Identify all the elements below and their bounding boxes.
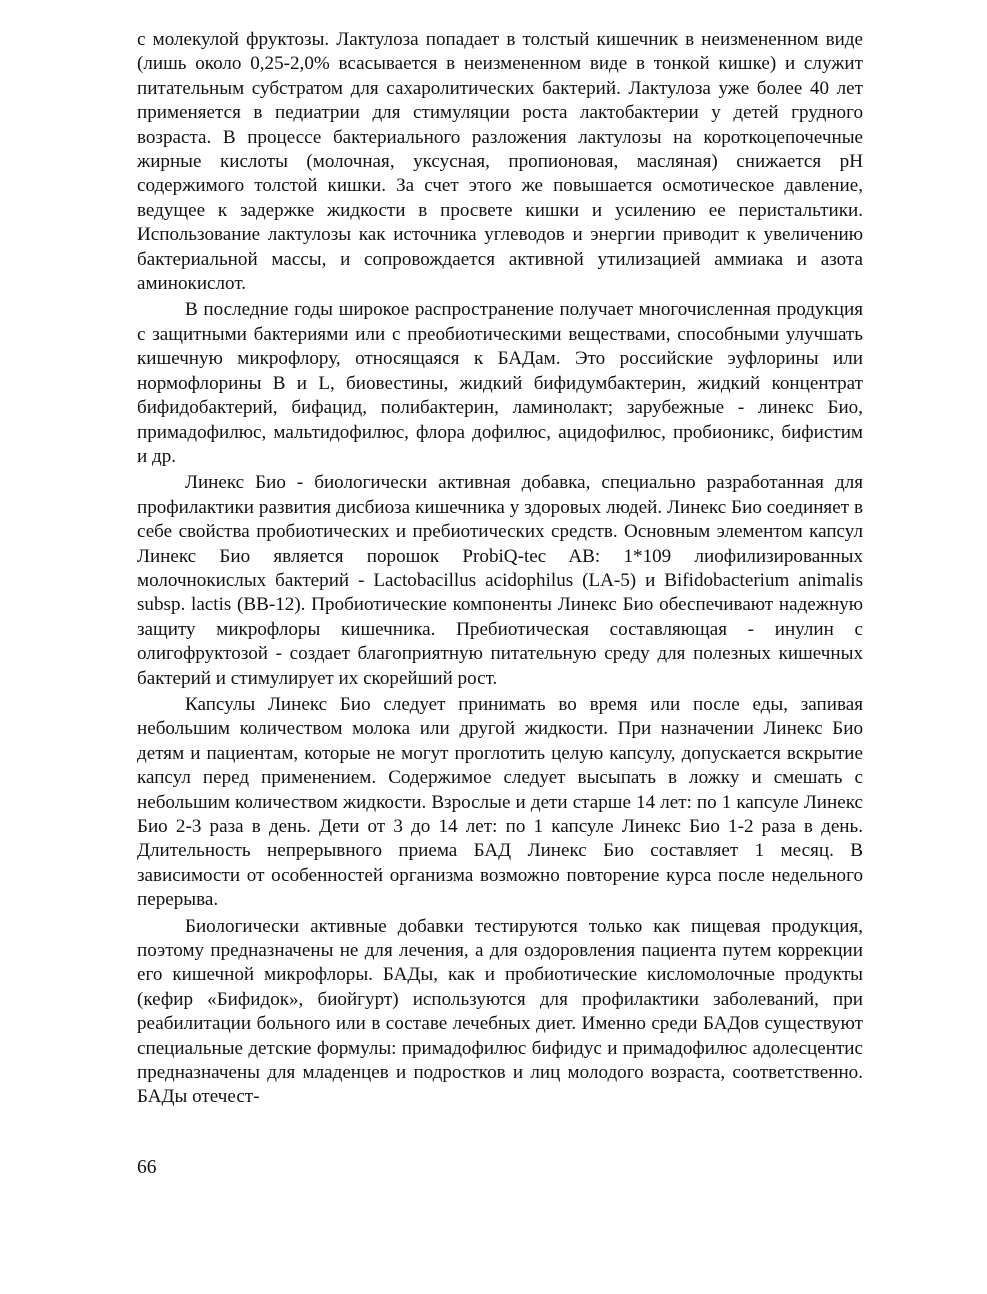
paragraph-lactulose: с молекулой фруктозы. Лактулоза попадает в толстый кишечник в неизмененном виде (лишь около 0,25-2,0% всасывается в неизмененном виде в тонкой кишке) и служит питательным субстратом для сахаролитических бактерий. Лактулоза уже более 40 лет применяется в педиатрии для стимуляции роста лактобактерии у детей грудного возраста. В процессе бактериального разложения лактулозы на короткоцепочечные жирные кислоты (молочная, уксусная, пропионовая, масляная) снижается pH содержимого толстой кишки. За счет этого же повышается осмотическое давление, ведущее к задержке жидкости в просвете кишки и усилению ее перистальтики. Использование лактулозы как источника углеводов и энергии приводит к увеличению бактериальной массы, и сопровождается активной утилизацией аммиака и азота аминокислот. — [137, 29, 863, 295]
paragraph-linex-bio: Линекс Био - биологически активная добавка, специально разработанная для профилактики развития дисбиоза кишечника у здоровых людей. Линекс Био соединяет в себе свойства пробиотических и пребиотических средств. Основным элементом капсул Линекс Био является порошок ProbiQ-tec AB: 1*109 лиофилизированных молочнокислых бактерий - Lactobacillus acidophilus (LA-5) и Bifidobacterium animalis subsp. lactis (BB-12). Пробиотические компоненты Линекс Био обеспечивают надежную защиту микрофлоры кишечника. Пребиотическая составляющая - инулин с олигофруктозой - создает благоприятную питательную среду для полезных кишечных бактерий и стимулирует их скорейший рост. — [137, 472, 863, 689]
page-body — [137, 28, 863, 1112]
paragraph-dosage: Капсулы Линекс Био следует принимать во время или после еды, запивая небольшим количеством молока или другой жидкости. При назначении Линекс Био детям и пациентам, которые не могут проглотить целую капсулу, допускается вскрытие капсул перед применением. Содержимое следует высыпать в ложку и смешать с небольшим количеством жидкости. Взрослые и дети старше 14 лет: по 1 капсуле Линекс Био 2-3 раза в день. Дети от 3 до 14 лет: по 1 капсуле Линекс Био 1-2 раза в день. Длительность непрерывного приема БАД Линекс Био составляет 1 месяц. В зависимости от особенностей организма возможно повторение курса после недельного перерыва. — [137, 693, 863, 911]
paragraph-supplements: Биологически активные добавки тестируются только как пищевая продукция, поэтому предназначены не для лечения, а для оздоровления пациента путем коррекции его кишечной микрофлоры. БАДы, как и пробиотические кисломолочные продукты (кефир «Бифидок», биойгурт) используются для профилактики заболеваний, при реабилитации больного или в составе лечебных диет. Именно среди БАДов существуют специальные детские формулы: примадофилюс бифидус и примадофилюс адолесцентис предназначены для младенцев и подростков и лиц молодого возраста, соответственно. БАДы отечест- — [137, 915, 863, 1108]
paragraph-probiotic-products: В последние годы широкое распространение получает многочисленная продукция с защитными бактериями или с преобиотическими веществами, способными улучшать кишечную микрофлору, относящаяся к БАДам. Это российские эуфлорины или нормофлорины B и L, биовестины, жидкий бифидумбактерин, жидкий концентрат бифидобактерий, бифацид, полибактерин, ламинолакт; зарубежные - линекс Био, примадофилюс, мальтидофилюс, флора дофилюс, ацидофилюс, пробионикс, бифистим и др. — [137, 299, 863, 467]
page-number: 66 — [137, 1157, 157, 1178]
